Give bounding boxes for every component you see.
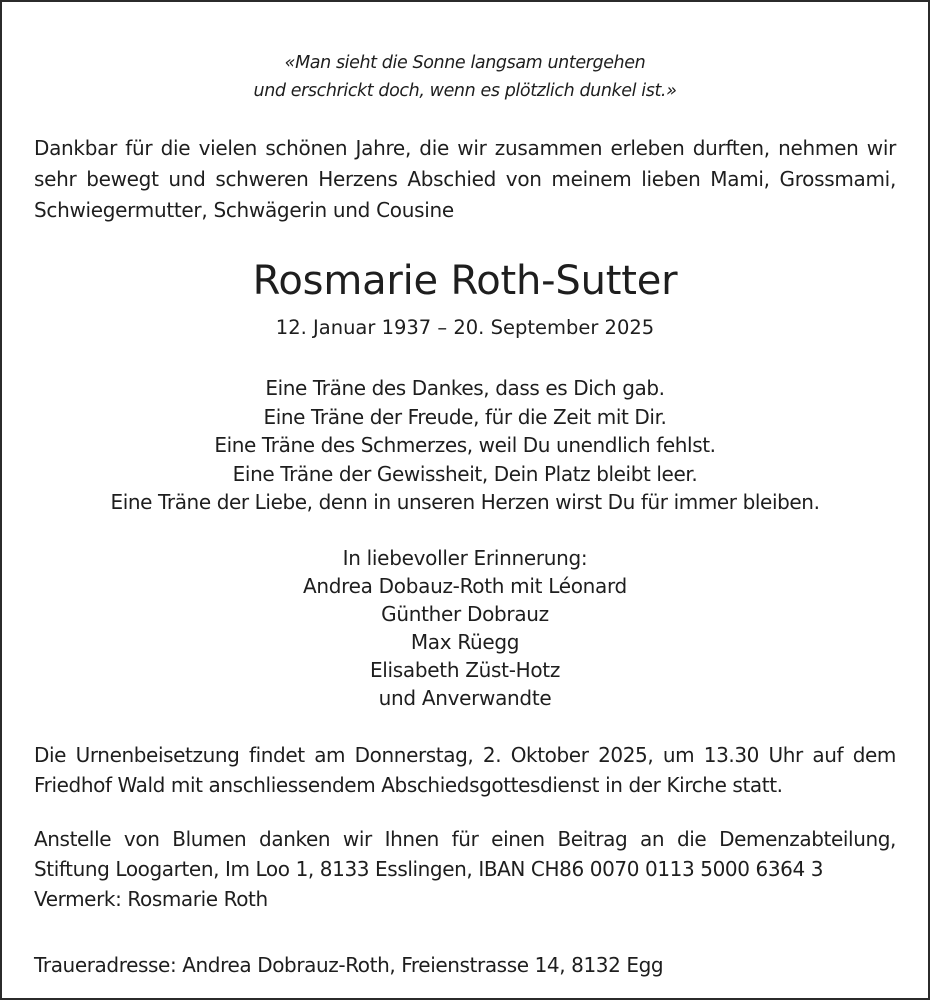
mourner: Elisabeth Züst-Hotz	[369, 658, 561, 682]
opening-quote	[2, 49, 928, 105]
quote-line: und erschrickt doch, wenn es plötzlich dunkel ist.»	[253, 81, 677, 101]
intro-line: Dankbar für die vielen schönen Jahre, die wir zusammen erleben durften, nehmen wir	[34, 136, 896, 160]
mourning-address	[34, 950, 896, 980]
intro-line: sehr bewegt und schweren Herzens Abschied von meinem lieben Mami, Grossmami,	[34, 167, 896, 191]
intro-line: Schwiegermutter, Schwägerin und Cousine	[34, 198, 454, 222]
donation-line: Anstelle von Blumen danken wir Ihnen für einen Beitrag an die Demenzabteilung,	[34, 827, 896, 851]
mourners-list	[2, 544, 928, 712]
burial-info	[34, 740, 896, 800]
poem-line: Eine Träne des Dankes, dass es Dich gab.	[265, 376, 665, 400]
mourner: und Anverwandte	[378, 686, 552, 710]
donation-line: Vermerk: Rosmarie Roth	[34, 887, 268, 911]
address-line: Traueradresse: Andrea Dobrauz-Roth, Freienstrasse 14, 8132 Egg	[34, 953, 664, 977]
life-dates: 12. Januar 1937 – 20. September 2025	[275, 316, 655, 339]
burial-line: Die Urnenbeisetzung findet am Donnerstag, 2. Oktober 2025, um 13.30 Uhr auf dem	[34, 743, 896, 767]
memory-heading: In liebevoller Erinnerung:	[342, 546, 588, 570]
donation-info	[34, 824, 896, 914]
poem-line: Eine Träne der Freude, für die Zeit mit Dir.	[263, 404, 667, 429]
poem	[2, 374, 928, 517]
donation-line: Stiftung Loogarten, Im Loo 1, 8133 Esslingen, IBAN CH86 0070 0113 5000 6364 3	[34, 857, 824, 881]
quote-line: «Man sieht die Sonne langsam untergehen	[284, 53, 646, 73]
poem-line: Eine Träne des Schmerzes, weil Du unendlich fehlst.	[214, 433, 716, 457]
burial-line: Friedhof Wald mit anschliessendem Abschiedsgottesdienst in der Kirche statt.	[34, 773, 783, 797]
poem-line: Eine Träne der Liebe, denn in unseren Herzen wirst Du für immer bleiben.	[110, 490, 820, 514]
intro-paragraph	[34, 133, 896, 226]
poem-line: Eine Träne der Gewissheit, Dein Platz bleibt leer.	[232, 461, 698, 486]
mourner: Max Rüegg	[410, 630, 520, 654]
mourner: Günther Dobrauz	[381, 602, 549, 626]
deceased-name: Rosmarie Roth-Sutter	[252, 258, 678, 304]
mourner: Andrea Dobauz-Roth mit Léonard	[303, 574, 627, 598]
